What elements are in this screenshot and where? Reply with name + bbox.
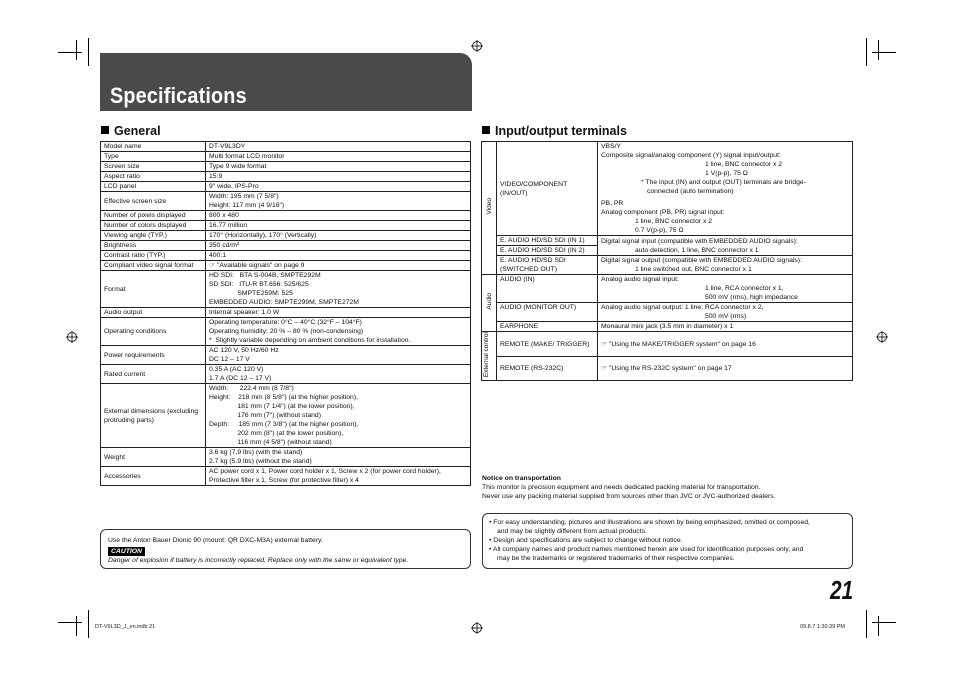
table-cell-key: Power requirements [101, 346, 206, 365]
crop-mark [88, 610, 89, 638]
table-cell-key: External dimensions (excluding protruding parts) [101, 384, 206, 448]
table-cell-key: Rated current [101, 365, 206, 384]
crop-mark [58, 52, 82, 53]
crop-mark [878, 40, 879, 60]
registration-mark-icon [876, 331, 888, 343]
list-item: • All company names and product names mentioned herein are used for identification purposes only, and [489, 546, 804, 553]
page-title: Specifications [110, 83, 247, 108]
table-row [482, 275, 853, 303]
footer-file-info: DT-V9L3D_J_en.indb 21 [95, 624, 156, 630]
table-cell-value: AC power cord x 1, Power cord holder x 1, Screw x 2 (for power cord holder), Protective filter x 1, Screw (for protective filter) x 4 [206, 467, 471, 486]
page-number: 21 [830, 575, 854, 605]
table-cell-value: 800 x 480 [206, 211, 471, 221]
notice-line: Never use any packing material supplied from sources other than JVC or JVC-authorized dealers. [482, 493, 776, 500]
table-cell-key: AUDIO (IN) [497, 275, 598, 303]
notice-heading: Notice on transportation [482, 475, 561, 482]
square-bullet-icon [101, 126, 109, 134]
table-cell-value: 350 cd/m² [206, 241, 471, 251]
io-terminals-table [481, 141, 853, 381]
table-cell-key: Viewing angle (TYP.) [101, 231, 206, 241]
table-cell-value: Digital signal output (compatible with EMBEDDED AUDIO signals): 1 line switched out, BNC connector x 1 [598, 256, 853, 275]
table-cell-value: Internal speaker: 1.0 W [206, 308, 471, 318]
table-cell-value: DT-V9L3DY [206, 142, 471, 152]
table-row [101, 318, 471, 346]
table-cell-key: LCD panel [101, 182, 206, 192]
notice-section [482, 474, 854, 501]
crop-mark [58, 622, 82, 623]
table-cell-value: Multi format LCD monitor [206, 152, 471, 162]
crop-mark [866, 610, 867, 638]
table-cell-value: 400:1 [206, 251, 471, 261]
table-row [101, 308, 471, 318]
table-cell-key: Accessories [101, 467, 206, 486]
table-row [101, 384, 471, 448]
list-item: • Design and specifications are subject to change without notice. [489, 537, 683, 544]
table-cell-value: 0.35 A (AC 120 V) 1.7 A (DC 12 – 17 V) [206, 365, 471, 384]
table-cell-key: E. AUDIO HD/SD SDI (SWITCHED OUT) [497, 256, 598, 275]
crop-mark [878, 616, 879, 636]
table-cell-value: ☞ "Using the MAKE/TRIGGER system" on page 16 [598, 332, 853, 357]
table-cell-key: Format [101, 271, 206, 308]
group-video: Video [482, 142, 497, 275]
table-cell-value: VBS/Y Composite signal/analog component (Y) signal input/output: 1 line, BNC connector x 2 1 V(p-p), 75 Ω * The input (IN) and output (OUT) terminals are bridge- connected (auto termination) PB, PR Analog component (PB, PR) signal input: 1 line, BNC connector x 2 0.7 V(p-p), 75 Ω [598, 142, 853, 236]
table-cell-value: Monaural mini jack (3.5 mm in diameter) x 1 [598, 322, 853, 332]
table-row [482, 256, 853, 275]
table-cell-key: REMOTE (MAKE/ TRIGGER) [497, 332, 598, 357]
table-row [101, 241, 471, 251]
table-row [101, 192, 471, 211]
table-cell-value: ☞ "Available signals" on page 9 [206, 261, 471, 271]
table-cell-key: Model name [101, 142, 206, 152]
table-cell-key: Screen size [101, 162, 206, 172]
table-row [482, 142, 853, 236]
table-row [101, 231, 471, 241]
table-cell-value: ☞ "Using the RS-232C system" on page 17 [598, 357, 853, 381]
registration-mark-icon [66, 331, 78, 343]
table-cell-key: Effective screen size [101, 192, 206, 211]
table-row [482, 303, 853, 322]
crop-mark [76, 616, 77, 636]
table-cell-value: Analog audio signal output: 1 line, RCA connector x 2, 500 mV (rms) [598, 303, 853, 322]
table-cell-value: AC 120 V, 50 Hz/60 Hz DC 12 – 17 V [206, 346, 471, 365]
table-row [101, 182, 471, 192]
notice-line: This monitor is precision equipment and needs dedicated packing material for transportation. [482, 484, 761, 491]
table-cell-key: REMOTE (RS-232C) [497, 357, 598, 381]
table-row [101, 365, 471, 384]
general-spec-table [100, 141, 471, 486]
caution-label: CAUTION [108, 547, 145, 556]
notes-box [482, 513, 853, 569]
table-row [101, 172, 471, 182]
table-row [101, 162, 471, 172]
table-cell-key: Number of pixels displayed [101, 211, 206, 221]
table-cell-key: E. AUDIO HD/SD SDI (IN 2) [497, 246, 598, 256]
table-cell-value: Digital signal input (compatible with EMBEDDED AUDIO signals): auto detection, 1 line, BNC connector x 1 [598, 236, 853, 256]
table-cell-value: Type 9 wide format [206, 162, 471, 172]
table-cell-key: Compliant video signal format [101, 261, 206, 271]
group-audio: Audio [482, 275, 497, 332]
table-row [101, 467, 471, 486]
crop-mark [872, 52, 896, 53]
table-cell-key: Aspect ratio [101, 172, 206, 182]
table-row [101, 448, 471, 467]
table-row [101, 346, 471, 365]
group-external-control: External control [482, 332, 497, 381]
table-cell-value: 170° (Horizontally), 170° (Vertically) [206, 231, 471, 241]
table-row [101, 251, 471, 261]
list-item: • For easy understanding, pictures and illustrations are shown by being emphasized, omitted or composed, [489, 519, 810, 526]
table-cell-key: Brightness [101, 241, 206, 251]
table-cell-value: 9" wide, IPS-Pro [206, 182, 471, 192]
table-cell-key: Operating conditions [101, 318, 206, 346]
registration-mark-icon [471, 40, 483, 52]
table-cell-key: Number of colors displayed [101, 221, 206, 231]
battery-text: Use the Anton Bauer Dionic 90 (mount: QR DXC-M3A) external battery. [108, 537, 323, 544]
table-row [482, 322, 853, 332]
table-cell-value: Width: 222.4 mm (8 7/8") Height: 218 mm (8 5/8") (at the higher position), 181 mm (7 1/4") (at the lower position), 176 mm (7") (without stand) Depth: 185 mm (7 3/8") (at the higher position), 202 mm (8") (at the lower position), 116 mm (4 5/8") (without stand) [206, 384, 471, 448]
table-cell-key: Weight [101, 448, 206, 467]
crop-mark [872, 622, 896, 623]
table-cell-value: 15:9 [206, 172, 471, 182]
table-row [482, 236, 853, 246]
table-row [101, 221, 471, 231]
table-cell-value: HD SDI: BTA S-004B, SMPTE292M SD SDI: ITU-R BT.656: 525/625 SMPTE259M: 525 EMBEDDED AUDIO: SMPTE299M, SMPTE272M [206, 271, 471, 308]
crop-mark [76, 40, 77, 60]
table-cell-key: Audio output [101, 308, 206, 318]
table-cell-value: Width: 195 mm (7 5/8") Height: 117 mm (4 9/16") [206, 192, 471, 211]
table-row [482, 332, 853, 357]
table-cell-key: EARPHONE [497, 322, 598, 332]
table-row [101, 211, 471, 221]
table-row [101, 261, 471, 271]
table-row [101, 152, 471, 162]
table-cell-key: E. AUDIO HD/SD SDI (IN 1) [497, 236, 598, 246]
table-cell-value: 3.6 kg (7.9 lbs) (with the stand) 2.7 kg (5.9 lbs) (without the stand) [206, 448, 471, 467]
table-cell-key: VIDEO/COMPONENT (IN/OUT) [497, 142, 598, 236]
square-bullet-icon [482, 126, 490, 134]
crop-mark [88, 38, 89, 66]
io-heading: Input/output terminals [482, 124, 627, 138]
table-cell-key: AUDIO (MONITOR OUT) [497, 303, 598, 322]
table-cell-key: Type [101, 152, 206, 162]
registration-mark-icon [471, 622, 483, 634]
table-row [101, 142, 471, 152]
crop-mark [866, 38, 867, 66]
table-cell-value: Analog audio signal input: 1 line, RCA connector x 1, 500 mV (rms), high impedance [598, 275, 853, 303]
battery-caution-box [100, 529, 471, 569]
caution-text: Danger of explosion if battery is incorrectly replaced. Replace only with the same or equivalent type. [108, 557, 409, 564]
table-row [482, 357, 853, 381]
table-cell-key: Contrast ratio (TYP.) [101, 251, 206, 261]
footer-timestamp: 09.8.7 1:30:39 PM [800, 624, 845, 630]
list-item: may be the trademarks or registered trademarks of their respective companies. [497, 555, 735, 562]
table-cell-value: 16.77 million [206, 221, 471, 231]
general-heading: General [101, 124, 161, 138]
list-item: and may be slightly different from actual products. [497, 528, 647, 535]
table-cell-value: Operating temperature: 0°C – 40°C (32°F – 104°F) Operating humidity: 20 % – 80 % (non-condensing) * Slightly variable depending on ambient conditions for installation. [206, 318, 471, 346]
table-row [101, 271, 471, 308]
